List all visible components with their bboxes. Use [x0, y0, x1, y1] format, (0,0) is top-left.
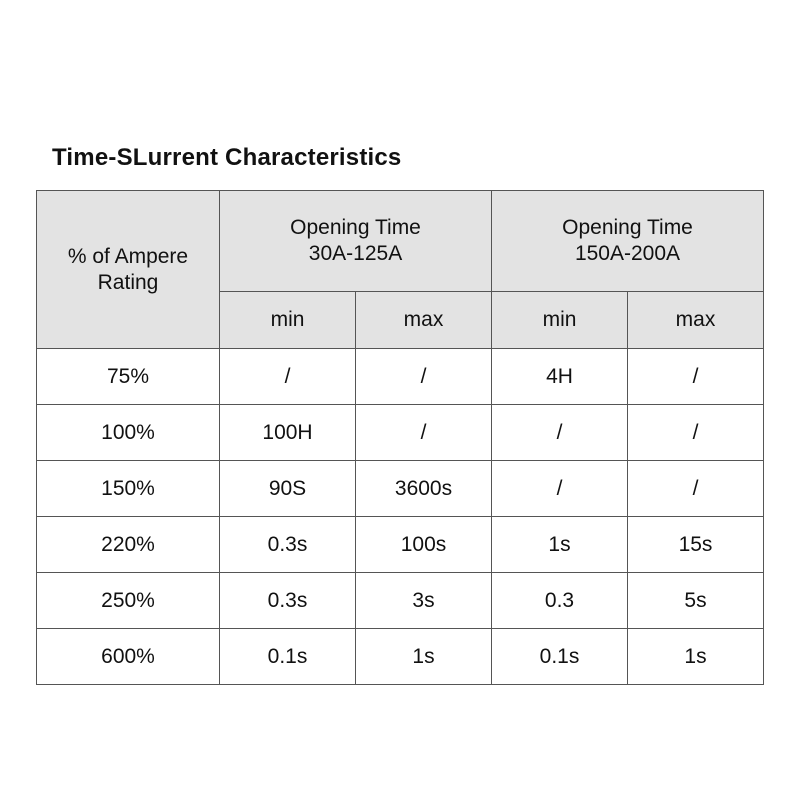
row-2-cell-1: 3600s: [356, 461, 492, 517]
row-5-cell-0: 0.1s: [220, 629, 356, 685]
row-rating-3: 220%: [37, 517, 220, 573]
row-5-cell-1: 1s: [356, 629, 492, 685]
row-0-cell-1: /: [356, 349, 492, 405]
row-rating-4: 250%: [37, 573, 220, 629]
time-current-characteristics-table: [36, 190, 764, 685]
row-rating-0: 75%: [37, 349, 220, 405]
row-4-cell-3: 5s: [628, 573, 764, 629]
table-row: [37, 573, 764, 629]
page-title: Time-SLurrent Characteristics: [52, 144, 402, 171]
row-0-cell-3: /: [628, 349, 764, 405]
row-5-cell-3: 1s: [628, 629, 764, 685]
header-group-150a-200a-line2: 150A-200A: [574, 242, 681, 265]
row-1-cell-0: 100H: [220, 405, 356, 461]
row-0-cell-0: /: [220, 349, 356, 405]
table-header-row-top: [37, 191, 764, 292]
row-3-cell-1: 100s: [356, 517, 492, 573]
row-4-cell-0: 0.3s: [220, 573, 356, 629]
row-rating-2: 150%: [37, 461, 220, 517]
row-4-cell-2: 0.3: [492, 573, 628, 629]
header-ampere-rating: [37, 191, 220, 349]
row-1-cell-1: /: [356, 405, 492, 461]
row-1-cell-2: /: [492, 405, 628, 461]
header-group-30a-125a-line1: Opening Time: [290, 216, 421, 240]
header-sub-min-1: min: [220, 292, 356, 349]
row-2-cell-2: /: [492, 461, 628, 517]
header-ampere-rating-line1: % of Ampere: [67, 244, 189, 268]
table-row: [37, 349, 764, 405]
row-rating-5: 600%: [37, 629, 220, 685]
header-sub-max-2: max: [628, 292, 764, 349]
table-row: [37, 405, 764, 461]
header-group-30a-125a: [220, 191, 492, 292]
header-ampere-rating-line2: Rating: [97, 270, 159, 294]
header-sub-max-1: max: [356, 292, 492, 349]
row-2-cell-0: 90S: [220, 461, 356, 517]
header-group-150a-200a-line1: Opening Time: [562, 216, 693, 240]
row-3-cell-0: 0.3s: [220, 517, 356, 573]
row-rating-1: 100%: [37, 405, 220, 461]
header-group-150a-200a: [492, 191, 764, 292]
table-row: [37, 517, 764, 573]
row-2-cell-3: /: [628, 461, 764, 517]
table-row: [37, 629, 764, 685]
row-4-cell-1: 3s: [356, 573, 492, 629]
row-5-cell-2: 0.1s: [492, 629, 628, 685]
header-sub-min-2: min: [492, 292, 628, 349]
table-row: [37, 461, 764, 517]
row-0-cell-2: 4H: [492, 349, 628, 405]
header-group-30a-125a-line2: 30A-125A: [308, 242, 403, 265]
spec-table-container: [36, 190, 764, 685]
row-1-cell-3: /: [628, 405, 764, 461]
row-3-cell-3: 15s: [628, 517, 764, 573]
row-3-cell-2: 1s: [492, 517, 628, 573]
